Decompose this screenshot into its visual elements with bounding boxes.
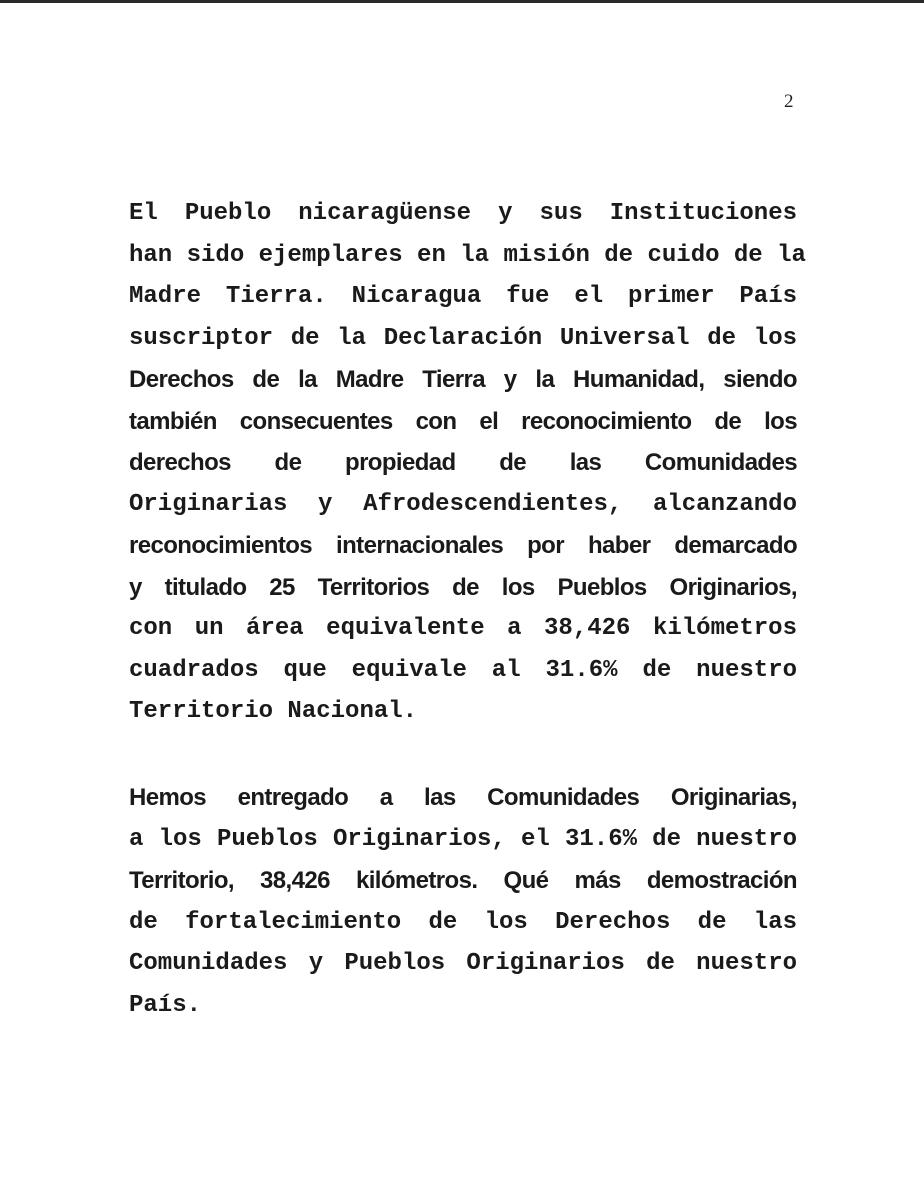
paragraph-line: han sido ejemplares en la misión de cuido de la [129, 241, 806, 269]
paragraph-line: Hemos entregado a las Comunidades Originarias, [129, 784, 797, 811]
paragraph-line: de fortalecimiento de los Derechos de las [129, 908, 797, 936]
paragraph-1 [129, 193, 806, 733]
paragraph-line: País. [129, 991, 202, 1019]
paragraph-line: reconocimientos internacionales por haber demarcado [129, 532, 797, 559]
page-number: 2 [784, 91, 794, 112]
paragraph-line: Comunidades y Pueblos Originarios de nuestro [129, 950, 797, 977]
paragraph-line: suscriptor de la Declaración Universal de los [129, 324, 797, 352]
paragraph-line: Territorio, 38,426 kilómetros. Qué más demostración [129, 867, 797, 894]
paragraph-line: derechos de propiedad de las Comunidades [129, 449, 797, 476]
paragraph-line: y titulado 25 Territorios de los Pueblos Originarios, [129, 573, 797, 601]
paragraph-line: también consecuentes con el reconocimiento de los [129, 407, 797, 435]
paragraph-line: cuadrados que equivale al 31.6% de nuestro [129, 656, 797, 684]
paragraph-line: Madre Tierra. Nicaragua fue el primer País [129, 283, 797, 310]
paragraph-line: Originarias y Afrodescendientes, alcanzando [129, 490, 797, 518]
paragraph-line: con un área equivalente a 38,426 kilómetros [129, 615, 797, 642]
paragraph-2 [129, 777, 797, 1026]
paragraph-line: Territorio Nacional. [129, 698, 418, 725]
paragraph-line: El Pueblo nicaragüense y sus Instituciones [129, 200, 797, 227]
paragraph-line: Derechos de la Madre Tierra y la Humanidad, siendo [129, 366, 797, 393]
paragraph-line: a los Pueblos Originarios, el 31.6% de nuestro [129, 825, 797, 853]
